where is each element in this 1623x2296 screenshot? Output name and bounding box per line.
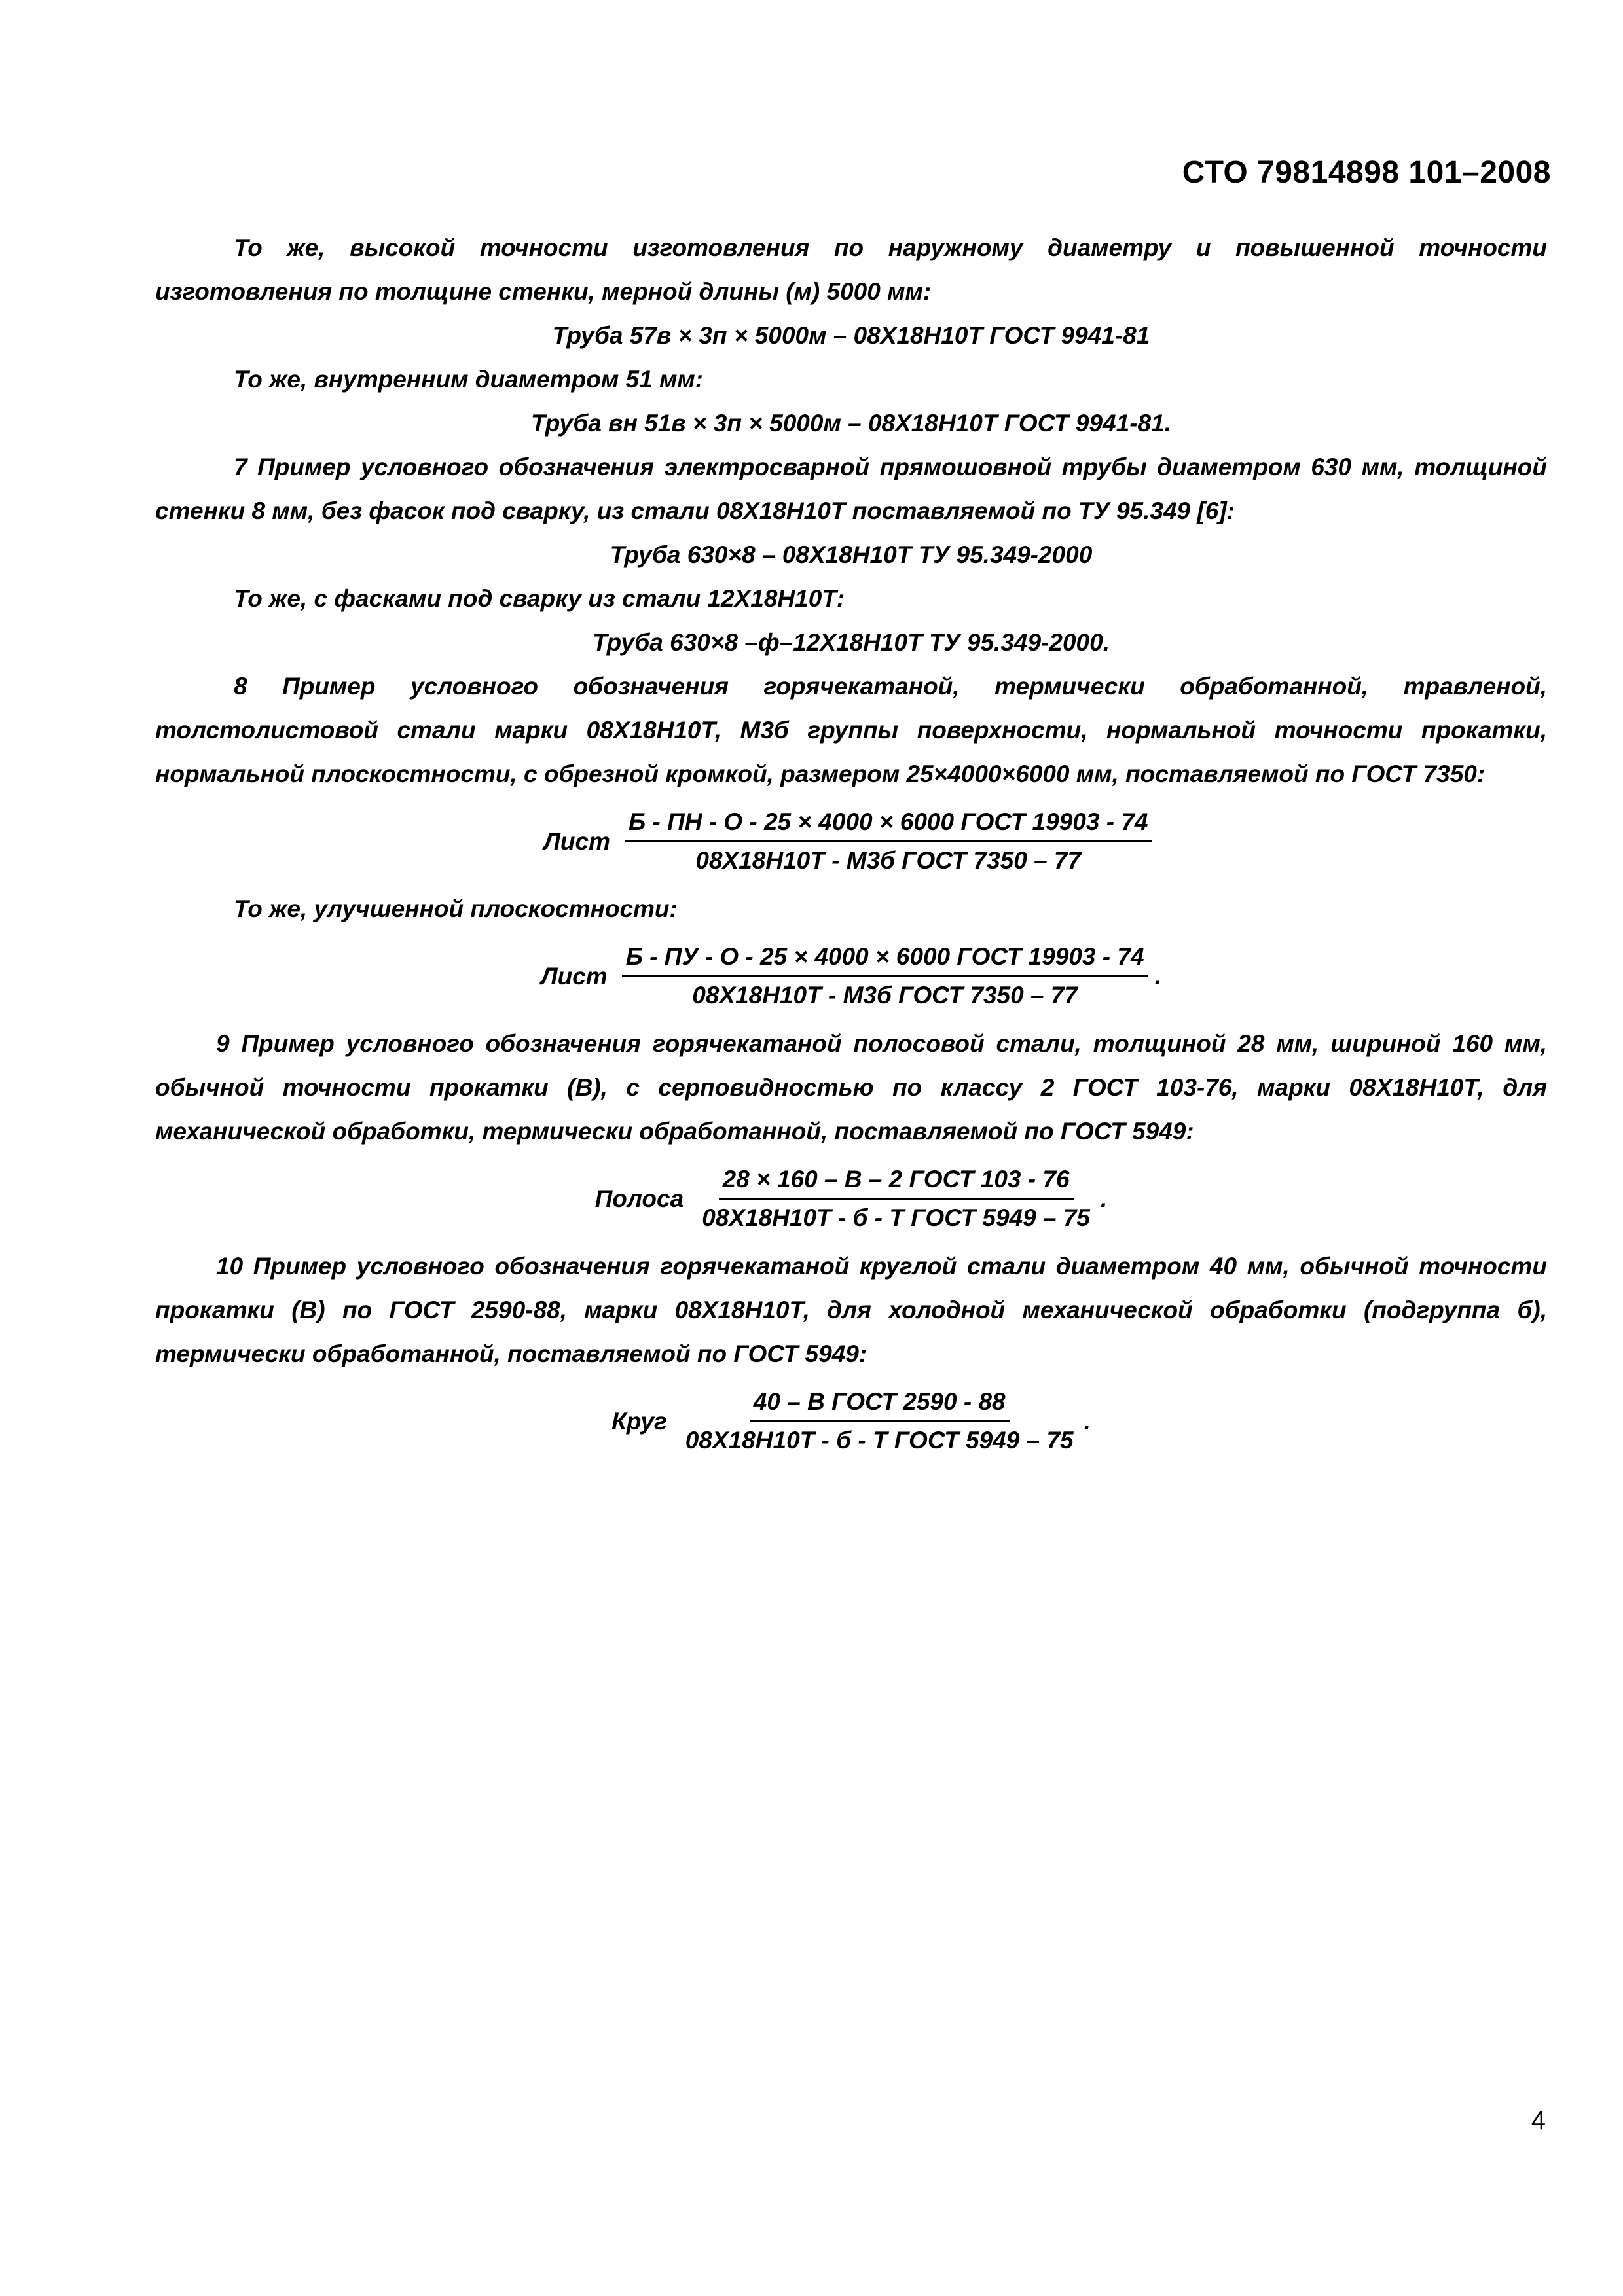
paragraph-inner-diameter: То же, внутренним диаметром 51 мм: [234,366,704,393]
formula-round-bar [155,1386,1547,1456]
fraction-denominator: 08Х18Н10Т - б - Т ГОСТ 5949 – 75 [702,1204,1091,1231]
fraction-denominator: 08Х18Н10Т - М3б ГОСТ 7350 – 77 [695,847,1082,874]
formula-label: Круг [611,1408,667,1435]
formula-sheet-pu [155,941,1547,1011]
formula-end: . [1084,1408,1091,1435]
designation-pipe-51: Труба вн 51в × 3п × 5000м – 08Х18Н10Т ГОСТ 9941-81. [531,410,1171,437]
designation-pipe-630-bevel: Труба 630×8 –ф–12Х18Н10Т ТУ 95.349-2000. [593,629,1110,656]
paragraph-precision-variant: То же, высокой точности изготовления по наружному диаметру и повышенной точности изготовления по толщине стенки, мерной длины (м) 5000 мм: [155,234,1547,305]
page-number: 4 [1531,2106,1546,2135]
fraction-denominator: 08Х18Н10Т - М3б ГОСТ 7350 – 77 [692,982,1078,1009]
designation-pipe-57: Труба 57в × 3п × 5000м – 08Х18Н10Т ГОСТ 9941-81 [552,322,1150,349]
fraction [622,941,1148,1011]
fraction-numerator: Б - ПУ - О - 25 × 4000 × 6000 ГОСТ 19903 - 74 [622,941,1148,977]
fraction-numerator: 40 – В ГОСТ 2590 - 88 [750,1386,1010,1422]
fraction-numerator: Б - ПН - О - 25 × 4000 × 6000 ГОСТ 19903 - 74 [625,806,1152,842]
fraction [682,1386,1078,1456]
formula-label: Лист [543,828,611,855]
paragraph-example-7: 7 Пример условного обозначения электросварной прямошовной трубы диаметром 630 мм, толщиной стенки 8 мм, без фасок под сварку, из стали 08Х18Н10Т поставляемой по ТУ 95.349 [6]: [155,454,1547,524]
paragraph-example-10: 10 Пример условного обозначения горячекатаной круглой стали диаметром 40 мм, обычной точности прокатки (В) по ГОСТ 2590-88, марки 08Х18Н10Т, для холодной механической обработки (подгруппа б), термически обработанной, поставляемой по ГОСТ 5949: [155,1253,1547,1367]
fraction-numerator: 28 × 160 – В – 2 ГОСТ 103 - 76 [719,1164,1074,1200]
formula-sheet-pn [155,806,1547,876]
formula-end: . [1154,963,1161,990]
document-code-header: СТО 79814898 101–2008 [1182,155,1551,190]
paragraph-example-9: 9 Пример условного обозначения горячекатаной полосовой стали, толщиной 28 мм, шириной 160 мм, обычной точности прокатки (В), с серповидностью по классу 2 ГОСТ 103-76, марки 08Х18Н10Т, для механической обработки, термически обработанной, поставляемой по ГОСТ 5949: [155,1030,1547,1145]
paragraph-with-bevels: То же, с фасками под сварку из стали 12Х18Н10Т: [234,585,845,612]
fraction [698,1164,1094,1234]
formula-end: . [1101,1185,1108,1212]
formula-label: Полоса [594,1185,684,1212]
document-body [155,226,1547,1467]
formula-label: Лист [541,963,608,990]
fraction [625,806,1152,876]
fraction-denominator: 08Х18Н10Т - б - Т ГОСТ 5949 – 75 [685,1427,1074,1454]
designation-pipe-630: Труба 630×8 – 08Х18Н10Т ТУ 95.349-2000 [610,541,1093,568]
paragraph-improved-flatness: То же, улучшенной плоскостности: [234,895,678,922]
paragraph-example-8: 8 Пример условного обозначения горячекатаной, термически обработанной, травленой, толстолистовой стали марки 08Х18Н10Т, М3б группы поверхности, нормальной точности прокатки, нормальной плоскостности, с обрезной кромкой, размером 25×4000×6000 мм, поставляемой по ГОСТ 7350: [155,673,1547,787]
formula-strip [155,1164,1547,1234]
